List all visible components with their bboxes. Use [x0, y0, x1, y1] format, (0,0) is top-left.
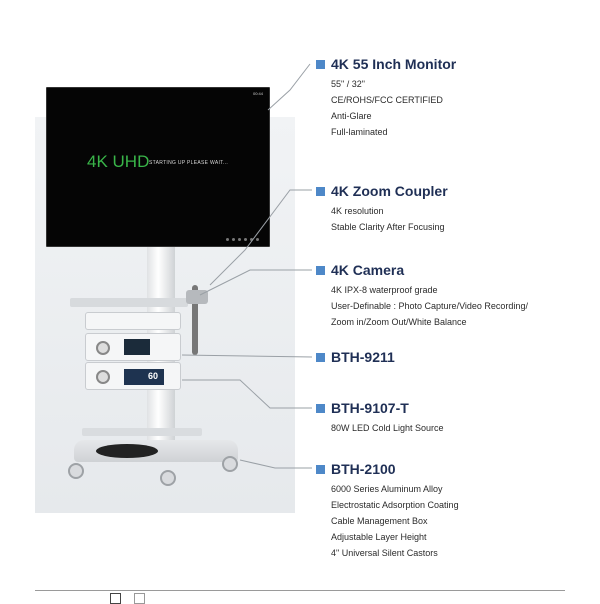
- castor-wheel: [222, 456, 238, 472]
- host-knob: [96, 341, 110, 355]
- castor-wheel: [68, 463, 84, 479]
- monitor-logo-text: 4K UHD: [87, 152, 150, 171]
- spec-line: Anti-Glare: [331, 111, 372, 121]
- light-source-unit: [85, 362, 181, 390]
- spec-line: 4" Universal Silent Castors: [331, 548, 438, 558]
- monitor-buttons: [226, 238, 259, 241]
- cart-bottom-shelf: [82, 428, 202, 436]
- host-screen: [124, 339, 150, 355]
- camera-host-unit: [85, 333, 181, 361]
- cart-top-shelf: [70, 298, 188, 307]
- spec-line: Adjustable Layer Height: [331, 532, 427, 542]
- spec-zoom-coupler: [316, 183, 448, 235]
- spec-title: BTH-2100: [331, 461, 396, 477]
- spec-line: Stable Clarity After Focusing: [331, 222, 445, 232]
- spec-bth-9107-t: [316, 400, 444, 436]
- leader-monitor: [268, 64, 310, 110]
- spec-line: 4K resolution: [331, 206, 384, 216]
- spec-line: CE/ROHS/FCC CERTIFIED: [331, 95, 443, 105]
- spec-title: 4K Camera: [331, 262, 405, 278]
- spec-title: BTH-9211: [331, 349, 395, 365]
- spec-line: Zoom in/Zoom Out/White Balance: [331, 317, 467, 327]
- spec-camera: [316, 262, 528, 330]
- spec-line: User-Definable : Photo Capture/Video Recording/: [331, 301, 528, 311]
- spec-monitor: [316, 56, 456, 140]
- footer-checkbox[interactable]: [134, 593, 145, 604]
- bullet-square: [316, 266, 325, 275]
- spec-line: 80W LED Cold Light Source: [331, 423, 444, 433]
- light-display: [124, 369, 164, 385]
- spec-bth-9211: [316, 349, 395, 365]
- footer-divider: [35, 590, 565, 591]
- bullet-square: [316, 60, 325, 69]
- spec-title: BTH-9107-T: [331, 400, 409, 416]
- bullet-square: [316, 187, 325, 196]
- light-port: [96, 370, 110, 384]
- monitor-time: 00:44: [252, 91, 263, 96]
- spec-line: Electrostatic Adsorption Coating: [331, 500, 459, 510]
- spec-line: 6000 Series Aluminum Alloy: [331, 484, 443, 494]
- bullet-square: [316, 353, 325, 362]
- cable-box: [96, 444, 158, 458]
- spec-bth-2100: [316, 461, 459, 561]
- spec-title: 4K 55 Inch Monitor: [331, 56, 457, 72]
- spec-line: Cable Management Box: [331, 516, 428, 526]
- monitor: [46, 87, 270, 247]
- bullet-square: [316, 465, 325, 474]
- spec-line: 4K IPX-8 waterproof grade: [331, 285, 438, 295]
- spec-line: Full-laminated: [331, 127, 388, 137]
- camera-head: [186, 290, 208, 304]
- keyboard-unit: [85, 312, 181, 330]
- spec-line: 55" / 32": [331, 79, 365, 89]
- castor-wheel: [160, 470, 176, 486]
- monitor-status-text: STARTING UP PLEASE WAIT...: [149, 160, 229, 166]
- spec-title: 4K Zoom Coupler: [331, 183, 448, 199]
- light-display-value: 60: [147, 371, 158, 381]
- footer-checkbox[interactable]: [110, 593, 121, 604]
- bullet-square: [316, 404, 325, 413]
